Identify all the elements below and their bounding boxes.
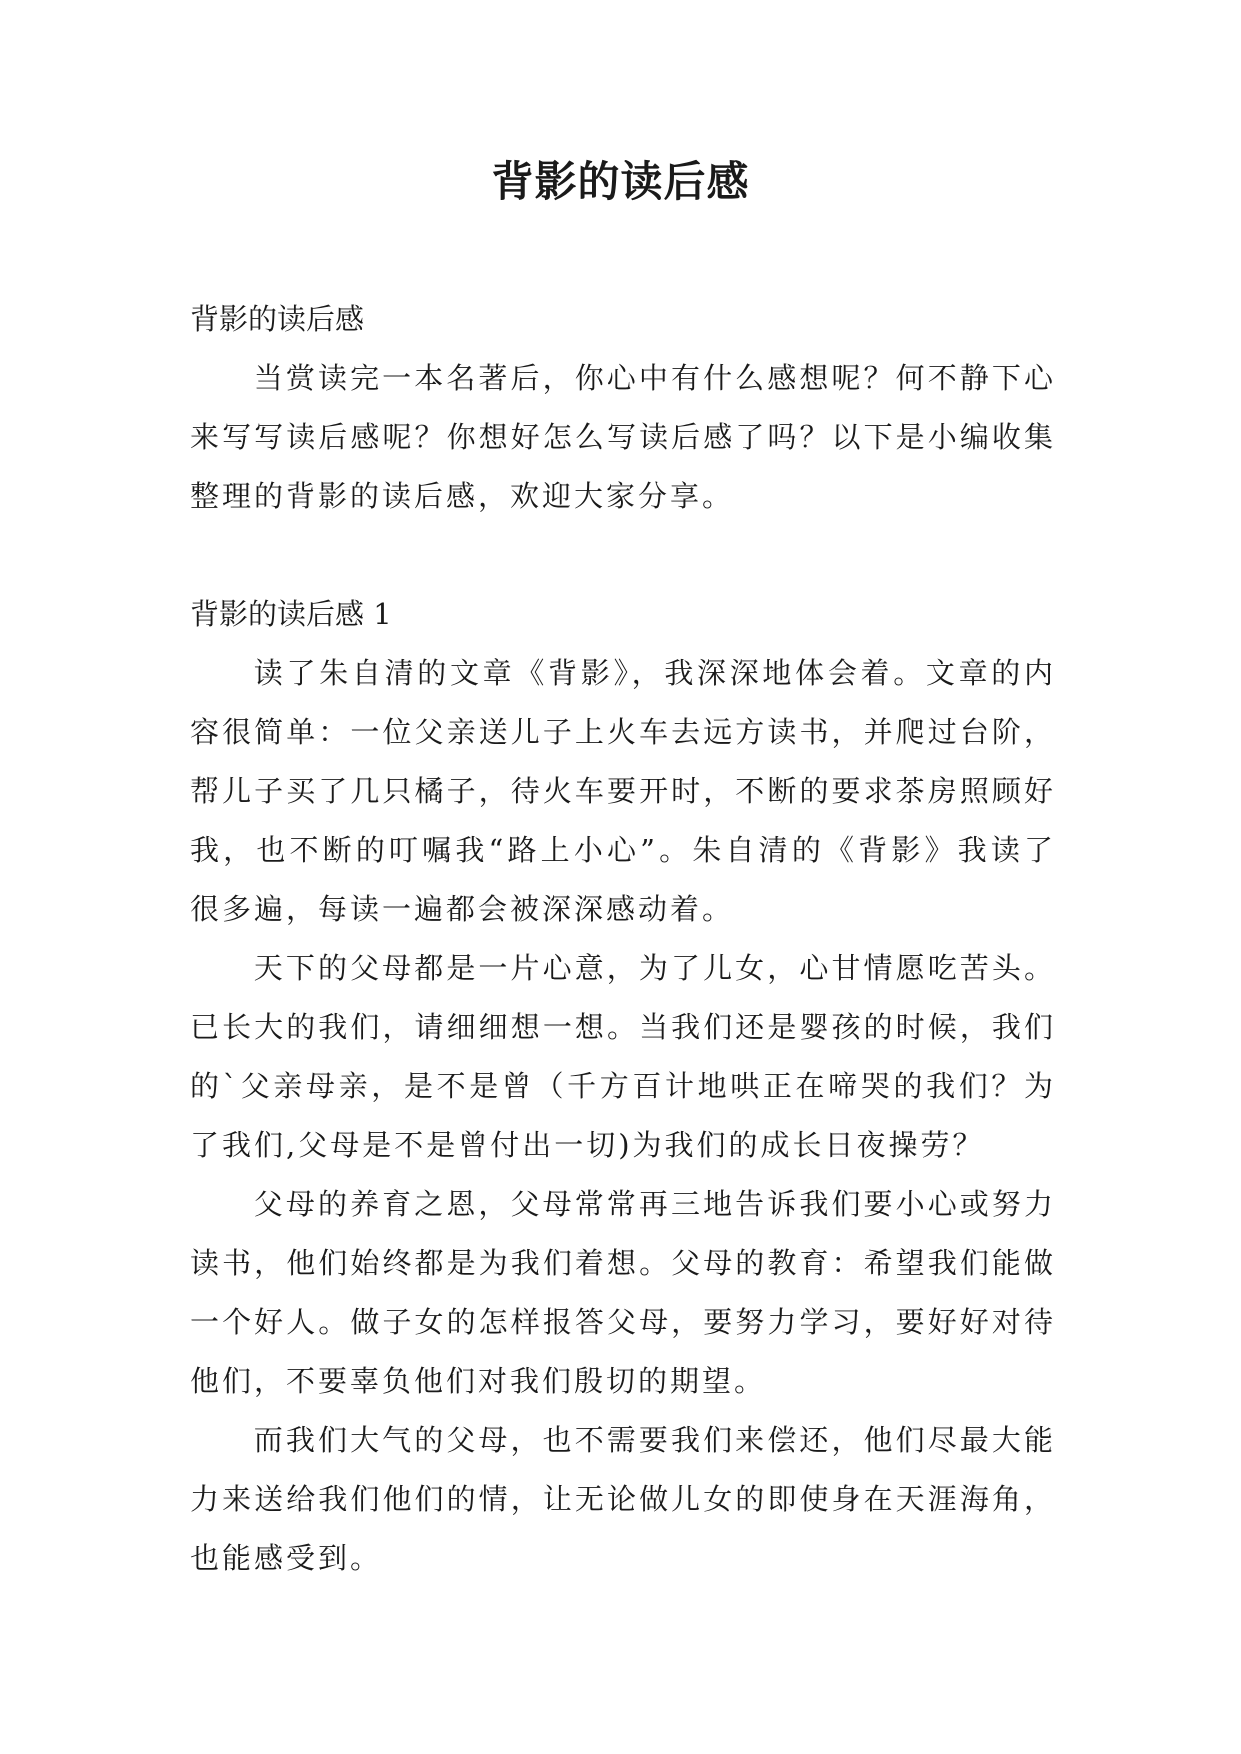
section-1-paragraph: 读了朱自清的文章《背影》，我深深地体会着。文章的内容很简单：一位父亲送儿子上火车去远方读书，并爬过台阶，帮儿子买了几只橘子，待火车要开时，不断的要求茶房照顾好我，也不断的叮嘱我“路上小心”。朱自清的《背影》我读了很多遍，每读一遍都会被深深感动着。 bbox=[190, 656, 1056, 926]
intro-heading: 背影的读后感 bbox=[190, 302, 365, 336]
intro-paragraph: 当赏读完一本名著后，你心中有什么感想呢？何不静下心来写写读后感呢？你想好怎么写读后感了吗？以下是小编收集整理的背影的读后感，欢迎大家分享。 bbox=[190, 361, 1056, 513]
section-1-paragraph: 天下的父母都是一片心意，为了儿女，心甘情愿吃苦头。已长大的我们，请细细想一想。当我们还是婴孩的时候，我们的`父亲母亲，是不是曾（千方百计地哄正在啼哭的我们？为了我们,父母是不是曾付出一切)为我们的成长日夜操劳？ bbox=[190, 951, 1056, 1162]
section-1-paragraph: 父母的养育之恩，父母常常再三地告诉我们要小心或努力读书，他们始终都是为我们着想。父母的教育：希望我们能做一个好人。做子女的怎样报答父母，要努力学习，要好好对待他们，不要辜负他们对我们殷切的期望。 bbox=[190, 1187, 1056, 1398]
document-body bbox=[190, 290, 1056, 1588]
section-1-paragraph: 而我们大气的父母，也不需要我们来偿还，他们尽最大能力来送给我们他们的情，让无论做儿女的即使身在天涯海角，也能感受到。 bbox=[190, 1423, 1056, 1575]
document-title: 背影的读后感 bbox=[491, 157, 750, 206]
section-1-heading: 背影的读后感 1 bbox=[190, 597, 392, 631]
section-spacer bbox=[190, 526, 1056, 585]
